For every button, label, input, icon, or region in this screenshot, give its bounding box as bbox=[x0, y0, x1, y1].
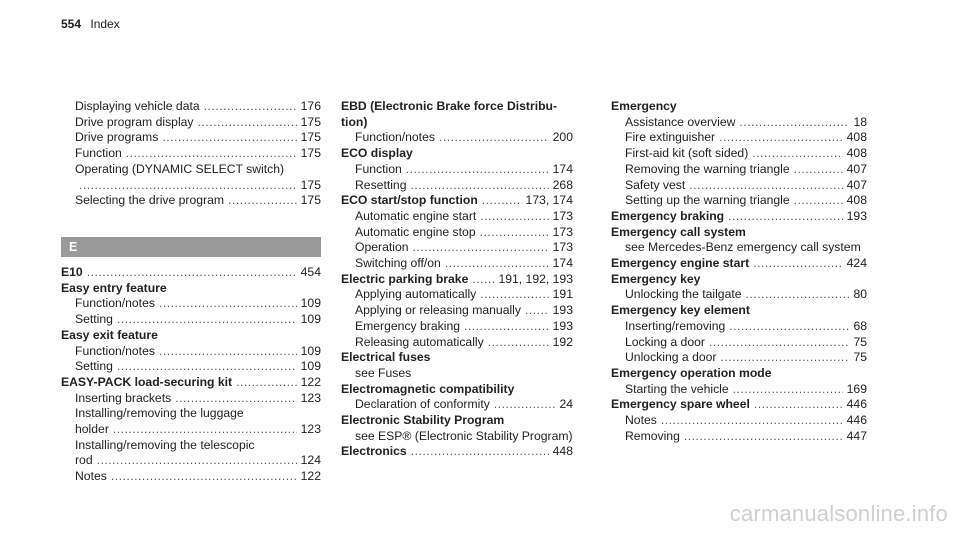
entry-text: Operating (DYNAMIC SELECT switch) bbox=[75, 161, 285, 176]
entry-pages: 268 bbox=[552, 177, 573, 192]
leader-dots bbox=[445, 256, 549, 272]
leader-dots bbox=[480, 287, 548, 303]
entry-text: Safety vest bbox=[625, 177, 686, 192]
leader-dots bbox=[204, 99, 297, 115]
index-entry bbox=[611, 272, 867, 288]
page-title: Index bbox=[90, 17, 120, 31]
leader-dots bbox=[97, 453, 297, 469]
entry-text: Electronic Stability Program bbox=[341, 413, 505, 428]
entry-text: Installing/removing the telescopic bbox=[75, 437, 255, 452]
leader-dots bbox=[480, 209, 548, 225]
entry-pages: 75 bbox=[853, 334, 867, 349]
leader-dots bbox=[480, 225, 549, 241]
index-entry bbox=[61, 115, 321, 131]
entry-text: ECO start/stop function bbox=[341, 193, 478, 208]
index-entry bbox=[61, 328, 321, 344]
index-entry bbox=[341, 413, 573, 429]
index-entry bbox=[341, 397, 573, 413]
entry-pages: 123 bbox=[300, 422, 321, 437]
leader-dots bbox=[488, 335, 549, 351]
leader-dots bbox=[746, 287, 850, 303]
index-entry bbox=[61, 146, 321, 162]
leader-dots bbox=[159, 296, 297, 312]
entry-text: Inserting/removing bbox=[625, 318, 726, 333]
entry-text: Function bbox=[355, 161, 402, 176]
entry-pages: 454 bbox=[300, 265, 321, 279]
entry-pages: 192 bbox=[552, 334, 573, 349]
entry-text: Unlocking the tailgate bbox=[625, 287, 742, 302]
index-entry bbox=[341, 272, 573, 288]
index-entry bbox=[611, 335, 867, 351]
entry-text: Applying or releasing manually bbox=[355, 303, 521, 318]
entry-text: Starting the vehicle bbox=[625, 381, 729, 396]
index-entry bbox=[611, 287, 867, 303]
index-entry bbox=[341, 429, 573, 445]
index-entry bbox=[341, 366, 573, 382]
entry-text: Declaration of conformity bbox=[355, 397, 490, 412]
index-column-1 bbox=[61, 99, 321, 209]
leader-dots bbox=[198, 115, 297, 131]
entry-text: Resetting bbox=[355, 177, 407, 192]
leader-dots bbox=[753, 256, 842, 272]
entry-text: Emergency key bbox=[611, 271, 701, 286]
index-entry bbox=[61, 178, 321, 194]
entry-pages: 175 bbox=[300, 193, 321, 208]
index-entry bbox=[611, 366, 867, 382]
entry-pages: 448 bbox=[552, 444, 573, 459]
entry-text: Function bbox=[75, 146, 122, 161]
index-entry bbox=[611, 130, 867, 146]
leader-dots bbox=[794, 162, 843, 178]
entry-text: Emergency braking bbox=[355, 318, 460, 333]
entry-text: Notes bbox=[625, 413, 657, 428]
entry-pages: 191, 192, 193 bbox=[498, 271, 573, 286]
leader-dots bbox=[228, 193, 297, 209]
entry-text: ECO display bbox=[341, 146, 413, 161]
entry-text: Removing the warning triangle bbox=[625, 161, 790, 176]
leader-dots bbox=[159, 344, 297, 360]
entry-text: see Mercedes-Benz emergency call system bbox=[625, 240, 861, 255]
entry-text: Easy exit feature bbox=[61, 327, 158, 342]
entry-text: Emergency key element bbox=[611, 303, 750, 318]
entry-text: Automatic engine stop bbox=[355, 224, 476, 239]
entry-text: EASY-PACK load-securing kit bbox=[61, 374, 233, 389]
entry-pages: 200 bbox=[552, 130, 573, 145]
leader-dots bbox=[729, 319, 849, 335]
leader-dots bbox=[236, 375, 297, 391]
entry-pages: 173 bbox=[552, 208, 573, 223]
entry-text: Displaying vehicle data bbox=[75, 99, 200, 113]
leader-dots bbox=[439, 130, 549, 146]
entry-pages: 80 bbox=[853, 287, 867, 302]
leader-dots bbox=[413, 240, 549, 256]
index-entry bbox=[611, 99, 867, 115]
leader-dots bbox=[525, 303, 549, 319]
entry-text: holder bbox=[75, 422, 109, 437]
index-entry bbox=[611, 413, 867, 429]
entry-text: Applying automatically bbox=[355, 287, 477, 302]
leader-dots bbox=[733, 382, 843, 398]
entry-text: Easy entry feature bbox=[61, 280, 167, 295]
entry-pages: 68 bbox=[853, 318, 867, 333]
entry-pages: 446 bbox=[846, 397, 867, 412]
index-entry bbox=[341, 162, 573, 178]
entry-pages: 175 bbox=[300, 114, 321, 129]
index-entry bbox=[61, 375, 321, 391]
entry-pages: 193 bbox=[552, 318, 573, 333]
letter-section-header: E bbox=[61, 237, 321, 257]
entry-pages: 169 bbox=[846, 381, 867, 396]
index-entry bbox=[611, 240, 867, 256]
index-entry bbox=[61, 281, 321, 297]
leader-dots bbox=[411, 178, 549, 194]
index-entry bbox=[61, 359, 321, 375]
entry-text: Emergency engine start bbox=[611, 256, 750, 271]
entry-text: Electromagnetic compatibility bbox=[341, 381, 515, 396]
entry-pages: 173 bbox=[552, 240, 573, 255]
leader-dots bbox=[126, 146, 297, 162]
entry-text: Electrical fuses bbox=[341, 350, 431, 365]
entry-text: Notes bbox=[75, 469, 107, 484]
entry-pages: 175 bbox=[300, 177, 321, 192]
entry-text: Selecting the drive program bbox=[75, 193, 225, 208]
entry-pages: 408 bbox=[846, 146, 867, 161]
entry-pages: 109 bbox=[300, 343, 321, 358]
leader-dots bbox=[411, 444, 549, 460]
entry-text: rod bbox=[75, 453, 93, 468]
leader-dots bbox=[739, 115, 849, 131]
leader-dots bbox=[79, 178, 297, 194]
entry-text: Electronics bbox=[341, 444, 407, 459]
index-entry bbox=[341, 225, 573, 241]
entry-pages: 175 bbox=[300, 130, 321, 145]
index-entry bbox=[61, 162, 321, 178]
index-entry bbox=[341, 319, 573, 335]
entry-text: see Fuses bbox=[355, 365, 412, 380]
leader-dots bbox=[175, 391, 296, 407]
entry-text: Emergency spare wheel bbox=[611, 397, 750, 412]
entry-text: Fire extinguisher bbox=[625, 130, 716, 145]
entry-text: Drive programs bbox=[75, 130, 159, 145]
entry-pages: 173, 174 bbox=[525, 193, 573, 208]
leader-dots bbox=[464, 319, 549, 335]
index-entry bbox=[341, 287, 573, 303]
entry-text: Automatic engine start bbox=[355, 208, 477, 223]
leader-dots bbox=[113, 422, 297, 438]
leader-dots bbox=[720, 350, 849, 366]
entry-text: Operation bbox=[355, 240, 409, 255]
leader-dots bbox=[719, 130, 843, 146]
entry-pages: 193 bbox=[552, 303, 573, 318]
leader-dots bbox=[162, 130, 296, 146]
leader-dots bbox=[661, 413, 843, 429]
index-entry bbox=[61, 130, 321, 146]
index-entry bbox=[61, 391, 321, 407]
page-header bbox=[61, 17, 120, 31]
page-number: 554 bbox=[61, 17, 82, 31]
index-column-1-after-letter bbox=[61, 265, 321, 485]
entry-pages: 446 bbox=[846, 413, 867, 428]
index-entry bbox=[61, 312, 321, 328]
entry-pages: 447 bbox=[846, 428, 867, 443]
index-entry bbox=[611, 429, 867, 445]
index-group-continued bbox=[61, 99, 321, 209]
entry-text: Emergency operation mode bbox=[611, 365, 772, 380]
index-entry bbox=[611, 162, 867, 178]
leader-dots bbox=[794, 193, 843, 209]
index-entry bbox=[341, 335, 573, 351]
watermark-logo: carmanualsonline.info bbox=[729, 501, 948, 526]
index-entry bbox=[611, 146, 867, 162]
entry-text: First-aid kit (soft sided) bbox=[625, 146, 749, 161]
entry-text: Assistance overview bbox=[625, 114, 736, 129]
entry-pages: 123 bbox=[300, 390, 321, 405]
index-entry bbox=[61, 438, 321, 454]
entry-pages: 191 bbox=[552, 287, 573, 302]
leader-dots bbox=[709, 335, 849, 351]
leader-dots bbox=[111, 469, 297, 485]
entry-pages: 109 bbox=[300, 359, 321, 374]
index-entry bbox=[61, 265, 321, 281]
index-entry bbox=[341, 99, 573, 115]
entry-pages: 75 bbox=[853, 350, 867, 365]
entry-pages: 407 bbox=[846, 161, 867, 176]
entry-text: see ESP® (Electronic Stability Program) bbox=[355, 428, 573, 443]
index-entry bbox=[61, 469, 321, 485]
entry-text: EBD (Electronic Brake force Distribu- bbox=[341, 99, 558, 113]
entry-text: Function/notes bbox=[75, 343, 155, 358]
index-entry bbox=[611, 397, 867, 413]
index-entry bbox=[61, 422, 321, 438]
entry-text: E10 bbox=[61, 265, 83, 279]
entry-pages: 109 bbox=[300, 312, 321, 327]
leader-dots bbox=[754, 397, 843, 413]
entry-pages: 424 bbox=[846, 256, 867, 271]
entry-pages: 175 bbox=[300, 146, 321, 161]
entry-pages: 122 bbox=[300, 469, 321, 484]
leader-dots bbox=[472, 272, 494, 288]
entry-text: Removing bbox=[625, 428, 680, 443]
index-entry bbox=[611, 115, 867, 131]
index-entry bbox=[61, 99, 321, 115]
index-entry bbox=[611, 256, 867, 272]
index-entry bbox=[611, 209, 867, 225]
entry-text: tion) bbox=[341, 114, 368, 129]
index-entry bbox=[341, 146, 573, 162]
entry-pages: 174 bbox=[552, 161, 573, 176]
index-entry bbox=[341, 178, 573, 194]
leader-dots bbox=[728, 209, 843, 225]
entry-text: Emergency braking bbox=[611, 208, 725, 223]
entry-text: Switching off/on bbox=[355, 256, 441, 271]
entry-pages: 18 bbox=[853, 114, 867, 129]
entry-text: Function/notes bbox=[75, 296, 155, 311]
entry-pages: 173 bbox=[552, 224, 573, 239]
entry-text: Function/notes bbox=[355, 130, 435, 145]
entry-text: Emergency call system bbox=[611, 224, 746, 239]
index-entry bbox=[611, 178, 867, 194]
index-entry bbox=[341, 444, 573, 460]
leader-dots bbox=[494, 397, 556, 413]
index-entry bbox=[61, 193, 321, 209]
entry-pages: 109 bbox=[300, 296, 321, 311]
entry-pages: 124 bbox=[300, 453, 321, 468]
entry-text: Drive program display bbox=[75, 114, 194, 129]
leader-dots bbox=[752, 146, 842, 162]
index-entry bbox=[611, 225, 867, 241]
index-entry bbox=[341, 303, 573, 319]
entry-pages: 24 bbox=[559, 397, 573, 412]
entry-pages: 408 bbox=[846, 193, 867, 208]
index-entry bbox=[611, 382, 867, 398]
index-entry bbox=[61, 406, 321, 422]
leader-dots bbox=[406, 162, 549, 178]
leader-dots bbox=[117, 312, 297, 328]
entry-text: Setting bbox=[75, 312, 113, 327]
index-entry bbox=[341, 382, 573, 398]
entry-pages: 407 bbox=[846, 177, 867, 192]
index-column-3 bbox=[611, 99, 867, 444]
index-entry bbox=[61, 344, 321, 360]
leader-dots bbox=[684, 429, 843, 445]
entry-pages: 122 bbox=[300, 374, 321, 389]
entry-text: Inserting brackets bbox=[75, 390, 172, 405]
index-entry bbox=[341, 193, 573, 209]
entry-text: Setting bbox=[75, 359, 113, 374]
entry-text: Emergency bbox=[611, 99, 677, 113]
leader-dots bbox=[87, 265, 297, 281]
entry-pages: 176 bbox=[300, 99, 321, 113]
index-entry bbox=[341, 350, 573, 366]
index-entry bbox=[61, 296, 321, 312]
index-entry bbox=[611, 303, 867, 319]
entry-pages: 174 bbox=[552, 256, 573, 271]
entry-pages: 408 bbox=[846, 130, 867, 145]
entry-text: Unlocking a door bbox=[625, 350, 717, 365]
entry-pages: 193 bbox=[846, 208, 867, 223]
index-entry bbox=[61, 453, 321, 469]
index-entry bbox=[611, 193, 867, 209]
index-entry bbox=[341, 115, 573, 131]
index-entry bbox=[341, 209, 573, 225]
index-column-2 bbox=[341, 99, 573, 460]
entry-text: Locking a door bbox=[625, 334, 705, 349]
index-entry bbox=[341, 240, 573, 256]
entry-text: Setting up the warning triangle bbox=[625, 193, 790, 208]
leader-dots bbox=[117, 359, 297, 375]
leader-dots bbox=[482, 193, 522, 209]
entry-text: Releasing automatically bbox=[355, 334, 484, 349]
index-entry bbox=[611, 350, 867, 366]
leader-dots bbox=[689, 178, 842, 194]
entry-text: Electric parking brake bbox=[341, 271, 469, 286]
index-entry bbox=[341, 130, 573, 146]
index-entry bbox=[341, 256, 573, 272]
entry-text: Installing/removing the luggage bbox=[75, 406, 244, 421]
index-entry bbox=[611, 319, 867, 335]
